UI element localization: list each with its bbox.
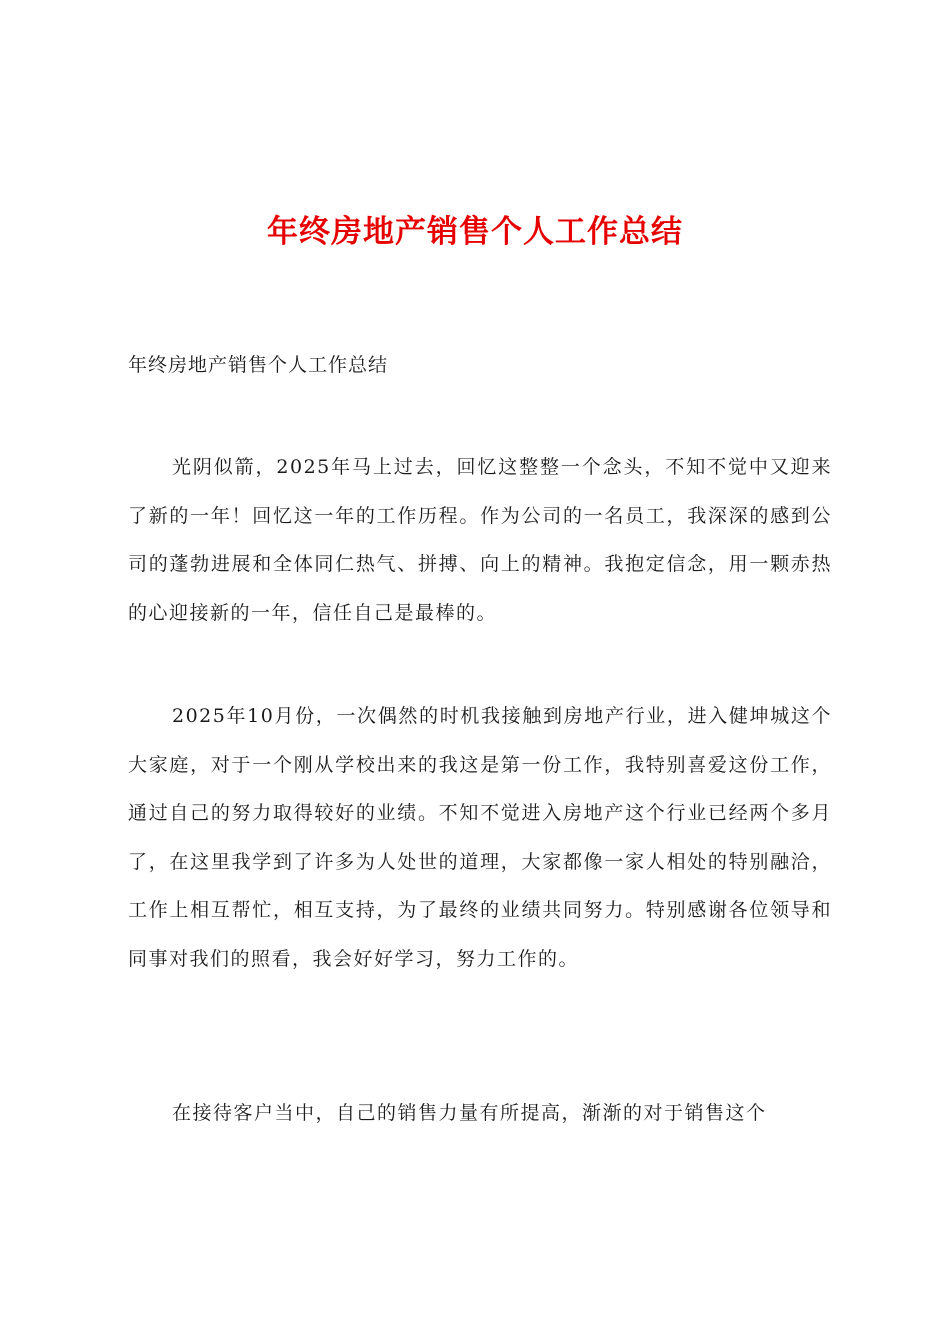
body-paragraph: 在接待客户当中，自己的销售力量有所提高，渐渐的对于销售这个 <box>172 1102 767 1124</box>
document-title: 年终房地产销售个人工作总结 <box>267 214 683 250</box>
document-subtitle: 年终房地产销售个人工作总结 <box>128 354 389 376</box>
body-paragraph: 2025年10月份，一次偶然的时机我接触到房地产行业，进入健坤城这个大家庭，对于一个刚从学校出来的我这是第一份工作，我特别喜爱这份工作，通过自己的努力取得较好的业绩。不知不觉进入房地产这个行业已经两个多月了，在这里我学到了许多为人处世的道理，大家都像一家人相处的特别融洽，工作上相互帮忙，相互支持，为了最终的业绩共同努力。特别感谢各位领导和同事对我们的照看，我会好好学习，努力工作的。 <box>128 705 832 970</box>
body-paragraph: 光阴似箭，2025年马上过去，回忆这整整一个念头，不知不觉中又迎来了新的一年！回忆这一年的工作历程。作为公司的一名员工，我深深的感到公司的蓬勃进展和全体同仁热气、拼搏、向上的精神。我抱定信念，用一颗赤热的心迎接新的一年，信任自己是最棒的。 <box>128 456 832 624</box>
